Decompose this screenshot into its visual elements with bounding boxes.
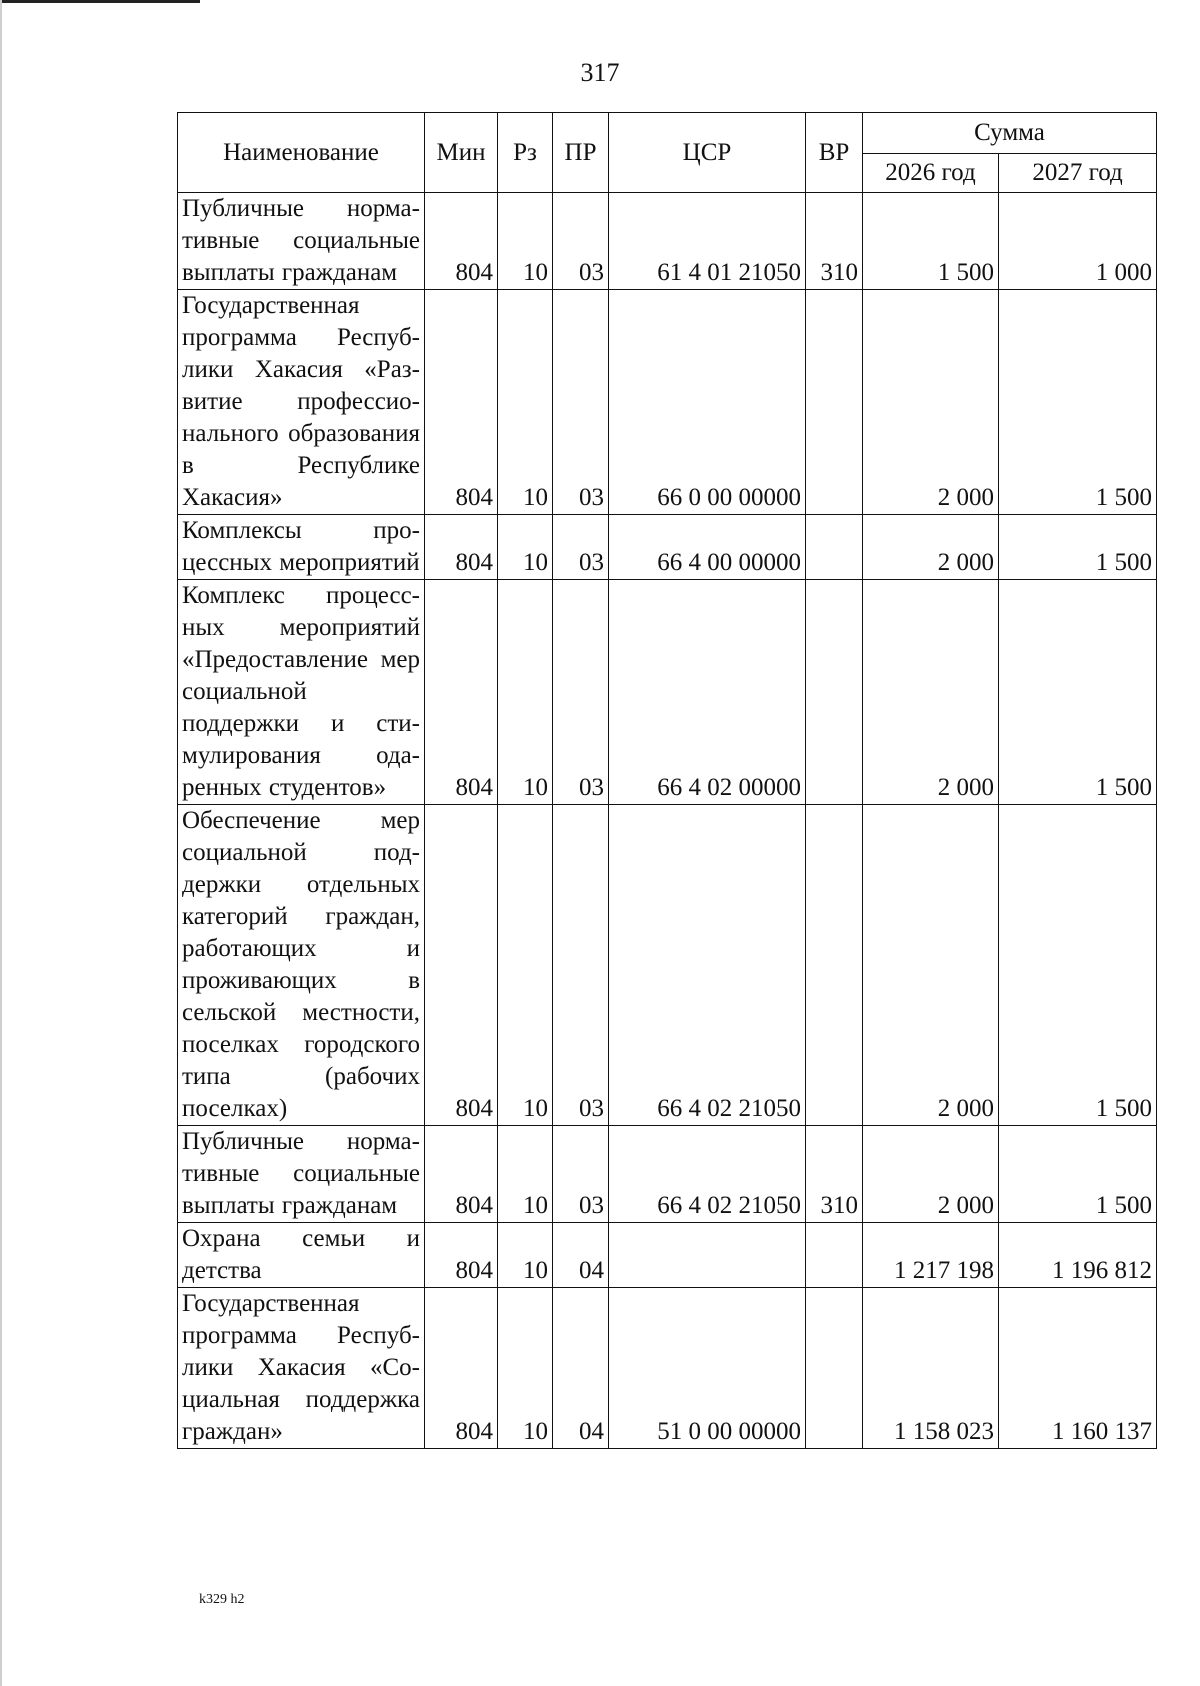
row-vr	[806, 580, 863, 805]
row-min: 804	[425, 290, 498, 515]
row-rz: 10	[498, 515, 553, 580]
row-rz: 10	[498, 193, 553, 290]
row-min: 804	[425, 1126, 498, 1223]
table-row	[178, 193, 1157, 290]
header-csr: ЦСР	[609, 113, 806, 193]
row-pr: 03	[553, 290, 609, 515]
row-csr: 66 4 02 00000	[609, 580, 806, 805]
page-number: 317	[580, 58, 620, 87]
header-sum: Сумма	[863, 113, 1157, 154]
row-pr: 04	[553, 1288, 609, 1449]
row-rz: 10	[498, 805, 553, 1126]
row-vr	[806, 1223, 863, 1288]
row-rz: 10	[498, 1288, 553, 1449]
row-min: 804	[425, 1223, 498, 1288]
budget-table	[177, 112, 1157, 1449]
row-min: 804	[425, 193, 498, 290]
row-vr	[806, 1288, 863, 1449]
row-min: 804	[425, 580, 498, 805]
row-csr: 61 4 01 21050	[609, 193, 806, 290]
row-vr: 310	[806, 193, 863, 290]
row-name: Публичные нормативные социальные выплаты гражданам	[178, 1126, 425, 1223]
row-vr: 310	[806, 1126, 863, 1223]
row-pr: 03	[553, 1126, 609, 1223]
row-pr: 03	[553, 515, 609, 580]
row-min: 804	[425, 1288, 498, 1449]
row-rz: 10	[498, 1223, 553, 1288]
header-year-2027: 2027 год	[999, 154, 1157, 193]
row-amount-2027: 1 500	[999, 290, 1157, 515]
row-amount-2026: 1 217 198	[863, 1223, 999, 1288]
row-rz: 10	[498, 580, 553, 805]
row-csr	[609, 1223, 806, 1288]
table-row	[178, 805, 1157, 1126]
row-vr	[806, 805, 863, 1126]
row-csr: 66 4 02 21050	[609, 1126, 806, 1223]
row-rz: 10	[498, 290, 553, 515]
row-csr: 66 4 00 00000	[609, 515, 806, 580]
row-name: Государственная программа Республики Хакасия «Социальная поддержка граждан»	[178, 1288, 425, 1449]
header-year-2026: 2026 год	[863, 154, 999, 193]
row-rz: 10	[498, 1126, 553, 1223]
row-pr: 04	[553, 1223, 609, 1288]
header-rz: Рз	[498, 113, 553, 193]
row-amount-2026: 2 000	[863, 1126, 999, 1223]
row-amount-2026: 2 000	[863, 805, 999, 1126]
row-amount-2027: 1 160 137	[999, 1288, 1157, 1449]
row-vr	[806, 290, 863, 515]
row-min: 804	[425, 805, 498, 1126]
row-name: Государственная программа Республики Хакасия «Развитие профессионального образования в Республике Хакасия»	[178, 290, 425, 515]
row-vr	[806, 515, 863, 580]
table-body	[178, 193, 1157, 1449]
row-pr: 03	[553, 193, 609, 290]
row-amount-2027: 1 500	[999, 515, 1157, 580]
row-amount-2026: 2 000	[863, 290, 999, 515]
table-header	[178, 113, 1157, 193]
header-min: Мин	[425, 113, 498, 193]
header-vr: ВР	[806, 113, 863, 193]
row-name: Комплекс процессных мероприятий «Предоставление мер социальной поддержки и стимулирования одаренных студентов»	[178, 580, 425, 805]
table-row	[178, 580, 1157, 805]
row-amount-2027: 1 500	[999, 805, 1157, 1126]
row-min: 804	[425, 515, 498, 580]
table-row	[178, 1126, 1157, 1223]
scan-left-edge	[0, 0, 2, 1686]
row-amount-2026: 1 158 023	[863, 1288, 999, 1449]
row-amount-2026: 1 500	[863, 193, 999, 290]
row-amount-2027: 1 500	[999, 1126, 1157, 1223]
row-amount-2027: 1 500	[999, 580, 1157, 805]
top-edge-rule	[0, 0, 200, 3]
header-name: Наименование	[178, 113, 425, 193]
table-row	[178, 290, 1157, 515]
row-csr: 66 4 02 21050	[609, 805, 806, 1126]
row-amount-2027: 1 196 812	[999, 1223, 1157, 1288]
row-name: Комплексы процессных мероприятий	[178, 515, 425, 580]
row-amount-2027: 1 000	[999, 193, 1157, 290]
row-amount-2026: 2 000	[863, 515, 999, 580]
row-name: Публичные нормативные социальные выплаты гражданам	[178, 193, 425, 290]
row-name: Охрана семьи и детства	[178, 1223, 425, 1288]
row-csr: 66 0 00 00000	[609, 290, 806, 515]
row-amount-2026: 2 000	[863, 580, 999, 805]
table-row	[178, 1288, 1157, 1449]
table-row	[178, 515, 1157, 580]
row-name: Обеспечение мер социальной поддержки отдельных категорий граждан, работающих и проживающих в сельской местности, поселках городского типа (рабочих поселках)	[178, 805, 425, 1126]
row-pr: 03	[553, 580, 609, 805]
document-code: k329 h2	[199, 1592, 245, 1607]
table-row	[178, 1223, 1157, 1288]
row-pr: 03	[553, 805, 609, 1126]
header-pr: ПР	[553, 113, 609, 193]
row-csr: 51 0 00 00000	[609, 1288, 806, 1449]
